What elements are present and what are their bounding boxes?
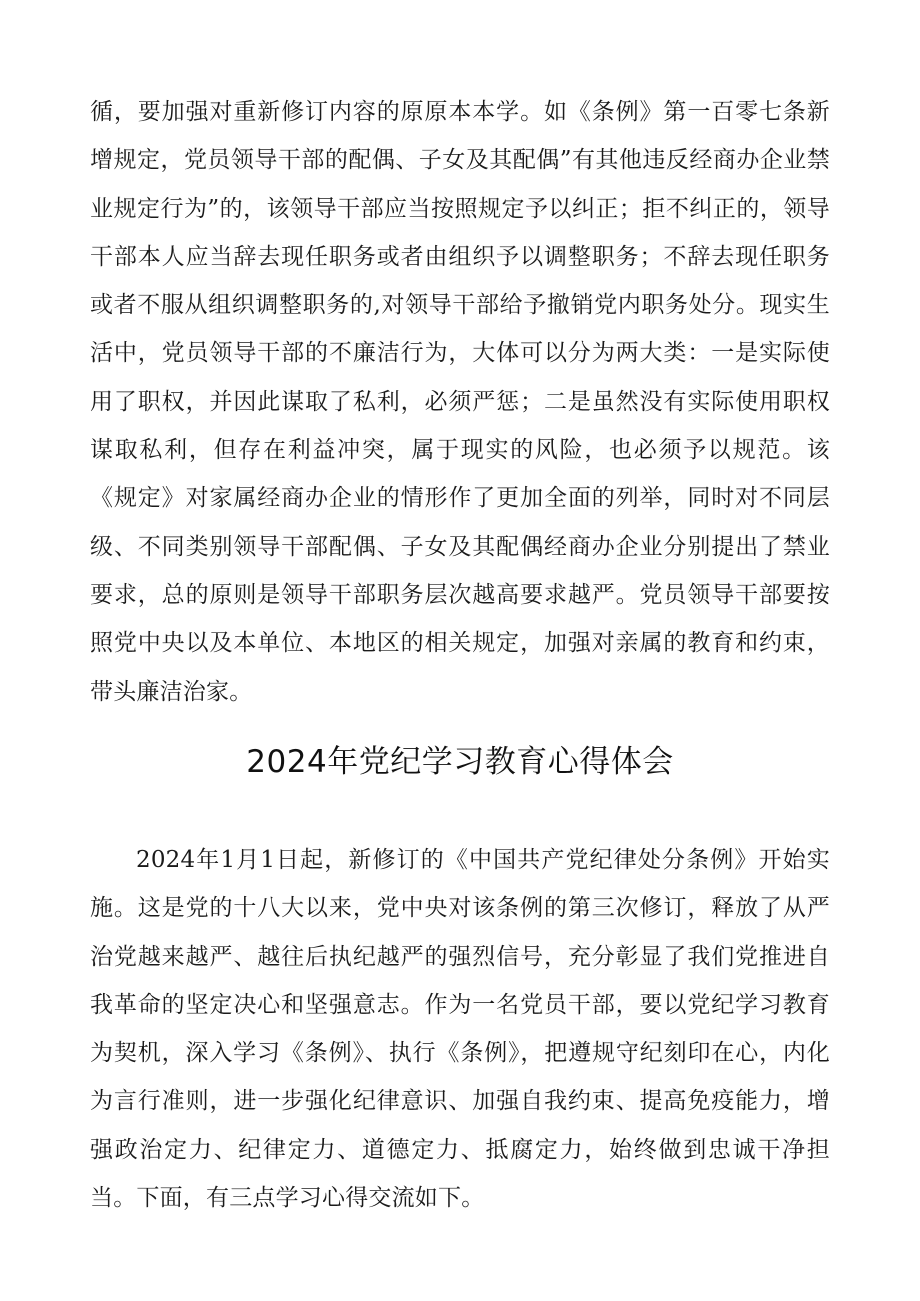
continuation-paragraph: 循，要加强对重新修订内容的原原本本学。如《条例》第一百零七条新增规定，党员领导干部的配偶、子女及其配偶”有其他违反经商办企业禁业规定行为”的，该领导干部应当按照规定予以纠正；拒不纠正的，领导干部本人应当辞去现任职务或者由组织予以调整职务；不辞去现任职务或者不服从组织调整职务的,对领导干部给予撤销党内职务处分。现实生活中，党员领导干部的不廉洁行为，大体可以分为两大类：一是实际使用了职权，并因此谋取了私利，必须严惩；二是虽然没有实际使用职权谋取私利，但存在利益冲突，属于现实的风险，也必须予以规范。该《规定》对家属经商办企业的情形作了更加全面的列举，同时对不同层级、不同类别领导干部配偶、子女及其配偶经商办企业分别提出了禁业要求，总的原则是领导干部职务层次越高要求越严。党员领导干部要按照党中央以及本单位、本地区的相关规定，加强对亲属的教育和约束，带头廉洁治家。 — [90, 99, 830, 705]
article-title: 2024年党纪学习教育心得体会 — [246, 744, 674, 780]
intro-paragraph: 2024年1月1日起，新修订的《中国共产党纪律处分条例》开始实施。这是党的十八大以来，党中央对该条例的第三次修订，释放了从严治党越来越严、越往后执纪越严的强烈信号，充分彰显了我们党推进自我革命的坚定决心和坚强意志。作为一名党员干部，要以党纪学习教育为契机，深入学习《条例》、执行《条例》，把遵规守纪刻印在心，内化为言行准则，进一步强化纪律意识、加强自我约束、提高免疫能力，增强政治定力、纪律定力、道德定力、抵腐定力，始终做到忠诚干净担当。下面，有三点学习心得交流如下。 — [90, 847, 830, 1212]
